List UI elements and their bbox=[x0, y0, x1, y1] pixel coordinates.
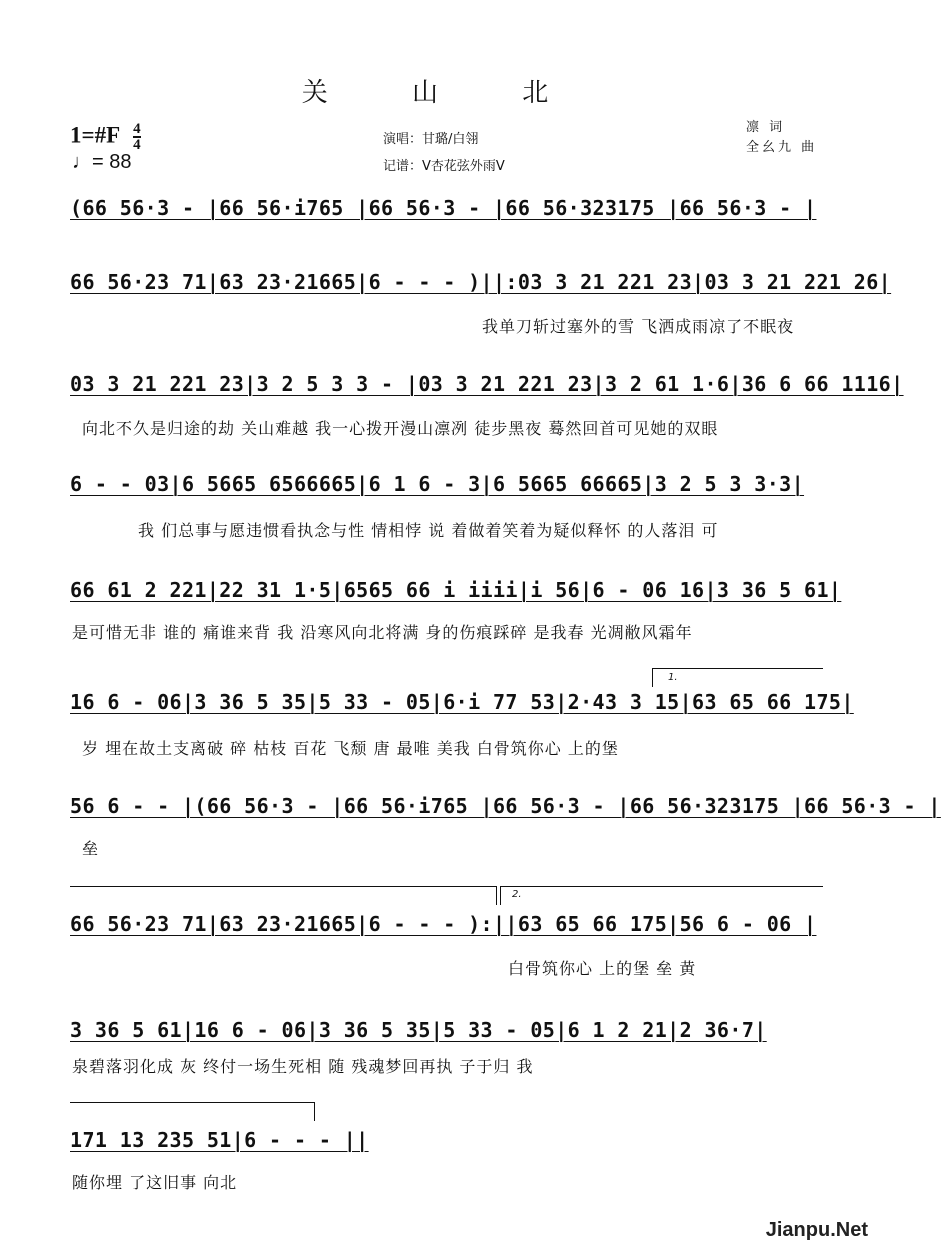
notation-row-10: 171 13 235 51|6 - - - || bbox=[70, 1128, 369, 1152]
key-text: 1=#F bbox=[70, 122, 120, 148]
lyrics-row-10: 随你埋 了这旧事 向北 bbox=[72, 1173, 238, 1192]
time-signature bbox=[133, 122, 141, 152]
lyrics-row-5: 是可惜无非 谁的 痛谁来背 我 沿寒风向北将满 身的伤痕踩碎 是我春 光凋敝风霜年 bbox=[72, 623, 693, 642]
notation-row-6: 16 6 - 06|3 36 5 35|5 33 - 05|6·i 77 53|2·43 3 15|63 65 66 175| bbox=[70, 690, 854, 714]
volta-1-bracket bbox=[652, 668, 823, 687]
volta-2-continued bbox=[70, 1102, 315, 1121]
notation-row-5: 66 61 2 221|22 31 1·5|6565 66 i iiii|i 56|6 - 06 16|3 36 5 61| bbox=[70, 578, 842, 602]
notation-row-4: 6 - - 03|6 5665 6566665|6 1 6 - 3|6 5665 66665|3 2 5 3 3·3| bbox=[70, 472, 805, 496]
lyrics-row-2: 我单刀斩过塞外的雪 飞洒成雨凉了不眠夜 bbox=[482, 317, 795, 336]
watermark: Jianpu.Net bbox=[765, 1219, 868, 1241]
lyrics-row-6: 岁 埋在故土支离破 碎 枯枝 百花 飞颓 唐 最唯 美我 白骨筑你心 上的堡 bbox=[82, 739, 619, 758]
volta-2-label: 2. bbox=[512, 889, 522, 900]
notation-row-3: 03 3 21 221 23|3 2 5 3 3 - |03 3 21 221 23|3 2 61 1·6|36 6 66 1116| bbox=[70, 372, 904, 396]
notation-row-1: (66 56·3 - |66 56·i765 |66 56·3 - |66 56·323175 |66 56·3 - | bbox=[70, 196, 817, 220]
time-top: 4 bbox=[133, 121, 141, 137]
lyrics-row-3: 向北不久是归途的劫 关山难越 我一心拨开漫山凛冽 徒步黑夜 蓦然回首可见她的双眼 bbox=[82, 419, 719, 438]
lyricist: 凛 词 bbox=[746, 120, 786, 135]
composer: 全幺九 曲 bbox=[746, 140, 818, 155]
notation-row-2: 66 56·23 71|63 23·21665|6 - - - )||:03 3 21 221 23|03 3 21 221 26| bbox=[70, 270, 892, 294]
notation-row-8: 66 56·23 71|63 23·21665|6 - - - ):||63 65 66 175|56 6 - 06 | bbox=[70, 912, 817, 936]
lyrics-row-8: 白骨筑你心 上的堡 垒 黄 bbox=[508, 959, 697, 978]
lyrics-row-7: 垒 bbox=[82, 839, 100, 858]
notation-row-9: 3 36 5 61|16 6 - 06|3 36 5 35|5 33 - 05|6 1 2 21|2 36·7| bbox=[70, 1018, 767, 1042]
credits bbox=[383, 126, 505, 180]
tempo-marking: ♩= 88 bbox=[72, 151, 132, 173]
lyrics-row-4: 我 们总事与愿违惯看执念与性 情相悖 说 着做着笑着为疑似释怀 的人落泪 可 bbox=[138, 521, 719, 540]
notation-row-7: 56 6 - - |(66 56·3 - |66 56·i765 |66 56·3 - |66 56·323175 |66 56·3 - | bbox=[70, 794, 941, 818]
song-title: 关 山 北 bbox=[301, 78, 587, 108]
volta-1-continued bbox=[70, 886, 497, 905]
transcriber: 记谱：V杏花弦外雨V bbox=[383, 159, 505, 174]
authors bbox=[746, 118, 817, 158]
volta-2-bracket bbox=[500, 886, 823, 905]
time-bottom: 4 bbox=[133, 137, 141, 153]
key-signature bbox=[70, 122, 141, 152]
volta-1-label: 1. bbox=[668, 672, 678, 683]
singers: 演唱：甘璐/白翎 bbox=[383, 132, 479, 147]
lyrics-row-9: 泉碧落羽化成 灰 终付一场生死相 随 残魂梦回再执 子于归 我 bbox=[72, 1057, 534, 1076]
